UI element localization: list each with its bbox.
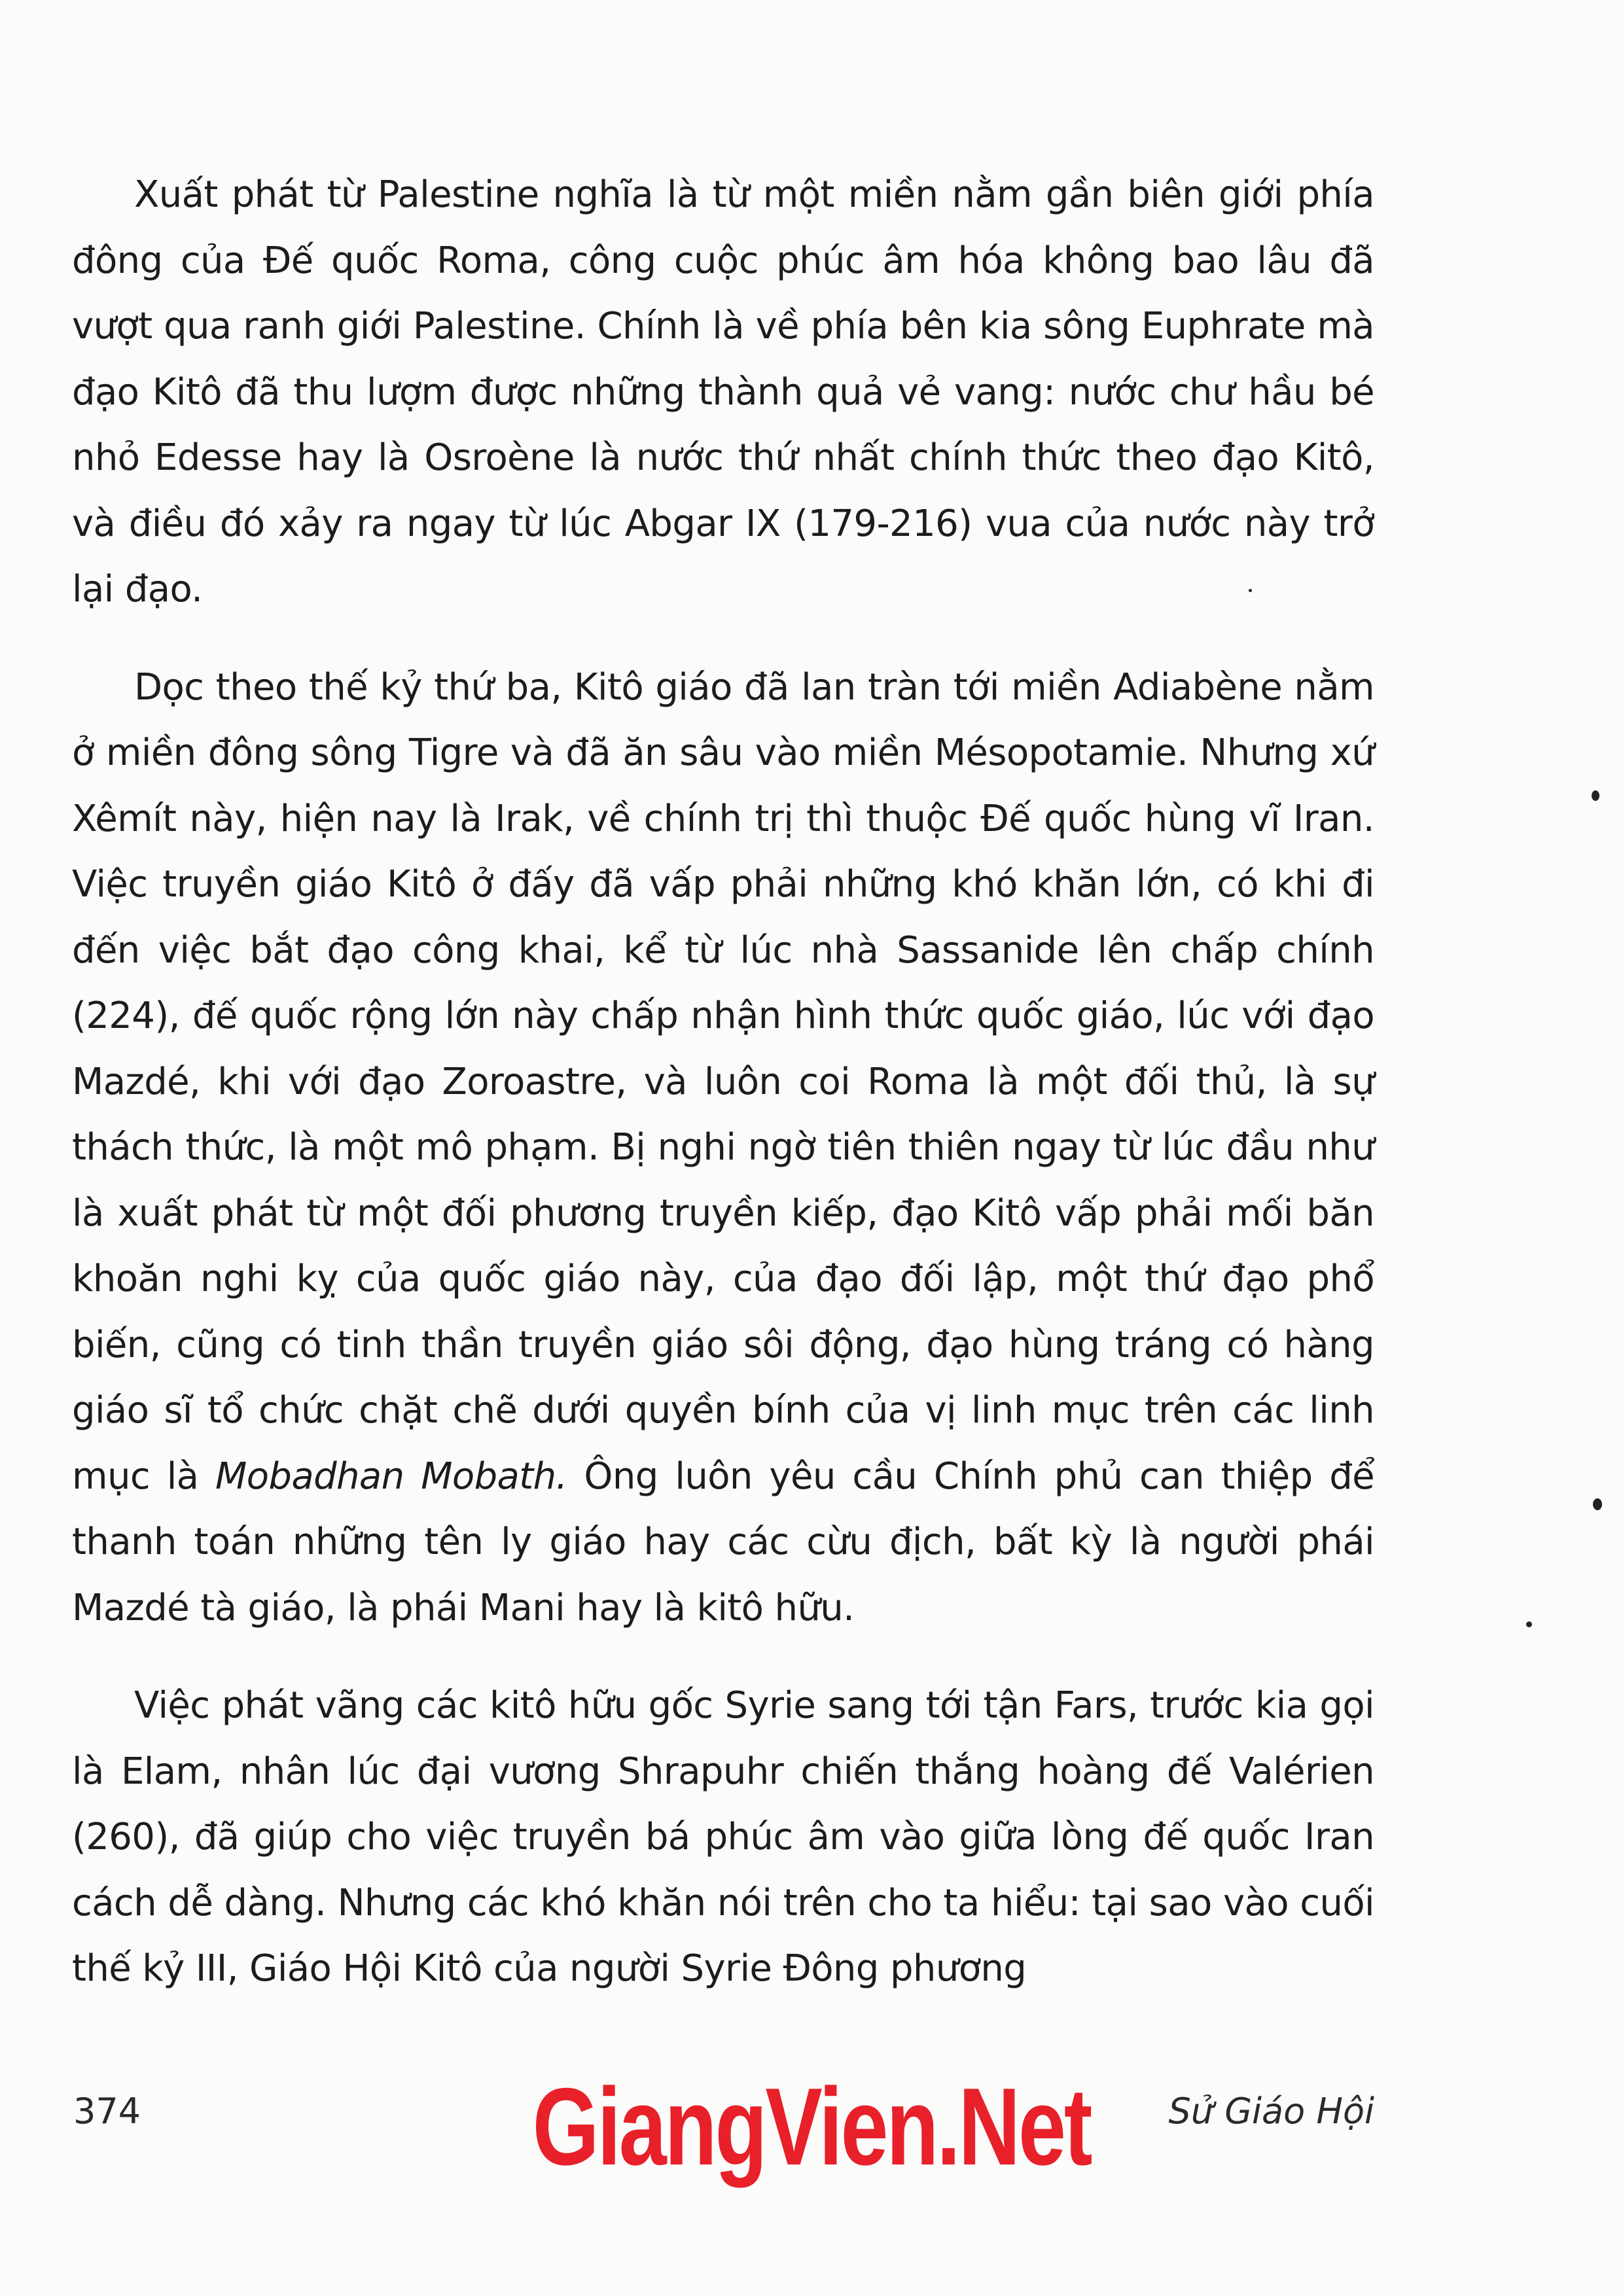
paragraph-2-text: Dọc theo thế kỷ thứ ba, Kitô giáo đã lan tràn tới miền Adiabène nằm ở miền đông sông Tigre và đã ăn sâu vào miền Mésopotamie. Nhưng xứ Xêmít này, hiện nay là Irak, về chính trị thì thuộc Đế quốc hùng vĩ Iran. Việc truyền giáo Kitô ở đấy đã vấp phải những khó khăn lớn, có khi đi đến việc bắt đạo công khai, kể từ lúc nhà Sassanide lên chấp chính (224), đế quốc rộng lớn này chấp nhận hình thức quốc giáo, lúc với đạo Mazdé, khi với đạo Zoroastre, và luôn coi Roma là một đối thủ, là sự thách thức, là một mô phạm. Bị nghi ngờ tiên thiên ngay từ lúc đầu như là xuất phát từ một đối phương truyền kiếp, đạo Kitô vấp phải mối băn khoăn nghi kỵ của quốc giáo này, của đạo đối lập, một thứ đạo phổ biến, cũng có tinh thần truyền giáo sôi động, đạo hùng tráng có hàng giáo sĩ tổ chức chặt chẽ dưới quyền bính của vị linh mục trên các linh mục là [72,665,1374,1498]
italic-term: Mobadhan Mobath. [215,1455,567,1498]
paragraph-3: Việc phát vãng các kitô hữu gốc Syrie sang tới tận Fars, trước kia gọi là Elam, nhân lúc đại vương Shrapuhr chiến thắng hoàng đế Valérien (260), đã giúp cho việc truyền bá phúc âm vào giữa lòng đế quốc Iran cách dễ dàng. Nhưng các khó khăn nói trên cho ta hiểu: tại sao vào cuối thế kỷ III, Giáo Hội Kitô của người Syrie Đông phương [72,1684,1374,1990]
scan-speck [1526,1621,1532,1627]
page-number: 374 [73,2091,141,2132]
paragraph-2-end: Ông luôn yêu cầu Chính phủ can thiệp để thanh toán những tên ly giáo hay các cừu địch, bất kỳ là người phái Mazdé tà giáo, là phái Mani hay là kitô hữu. [72,1455,1374,1629]
paragraph-2 [72,655,1374,1642]
body-text [72,162,1374,2002]
scan-speck [1592,790,1599,801]
watermark-logo: GiangVien.Net [532,2064,1091,2188]
book-title: Sử Giáo Hội [1168,2091,1374,2132]
paragraph-1: Xuất phát từ Palestine nghĩa là từ một miền nằm gần biên giới phía đông của Đế quốc Roma, công cuộc phúc âm hóa không bao lâu đã vượt qua ranh giới Palestine. Chính là về phía bên kia sông Euphrate mà đạo Kitô đã thu lượm được những thành quả vẻ vang: nước chư hầu bé nhỏ Edesse hay là Osroène là nước thứ nhất chính thức theo đạo Kitô, và điều đó xảy ra ngay từ lúc Abgar IX (179-216) vua của nước này trở lại đạo. [72,173,1374,610]
scan-speck [1249,589,1252,592]
scan-speck [1593,1498,1602,1510]
